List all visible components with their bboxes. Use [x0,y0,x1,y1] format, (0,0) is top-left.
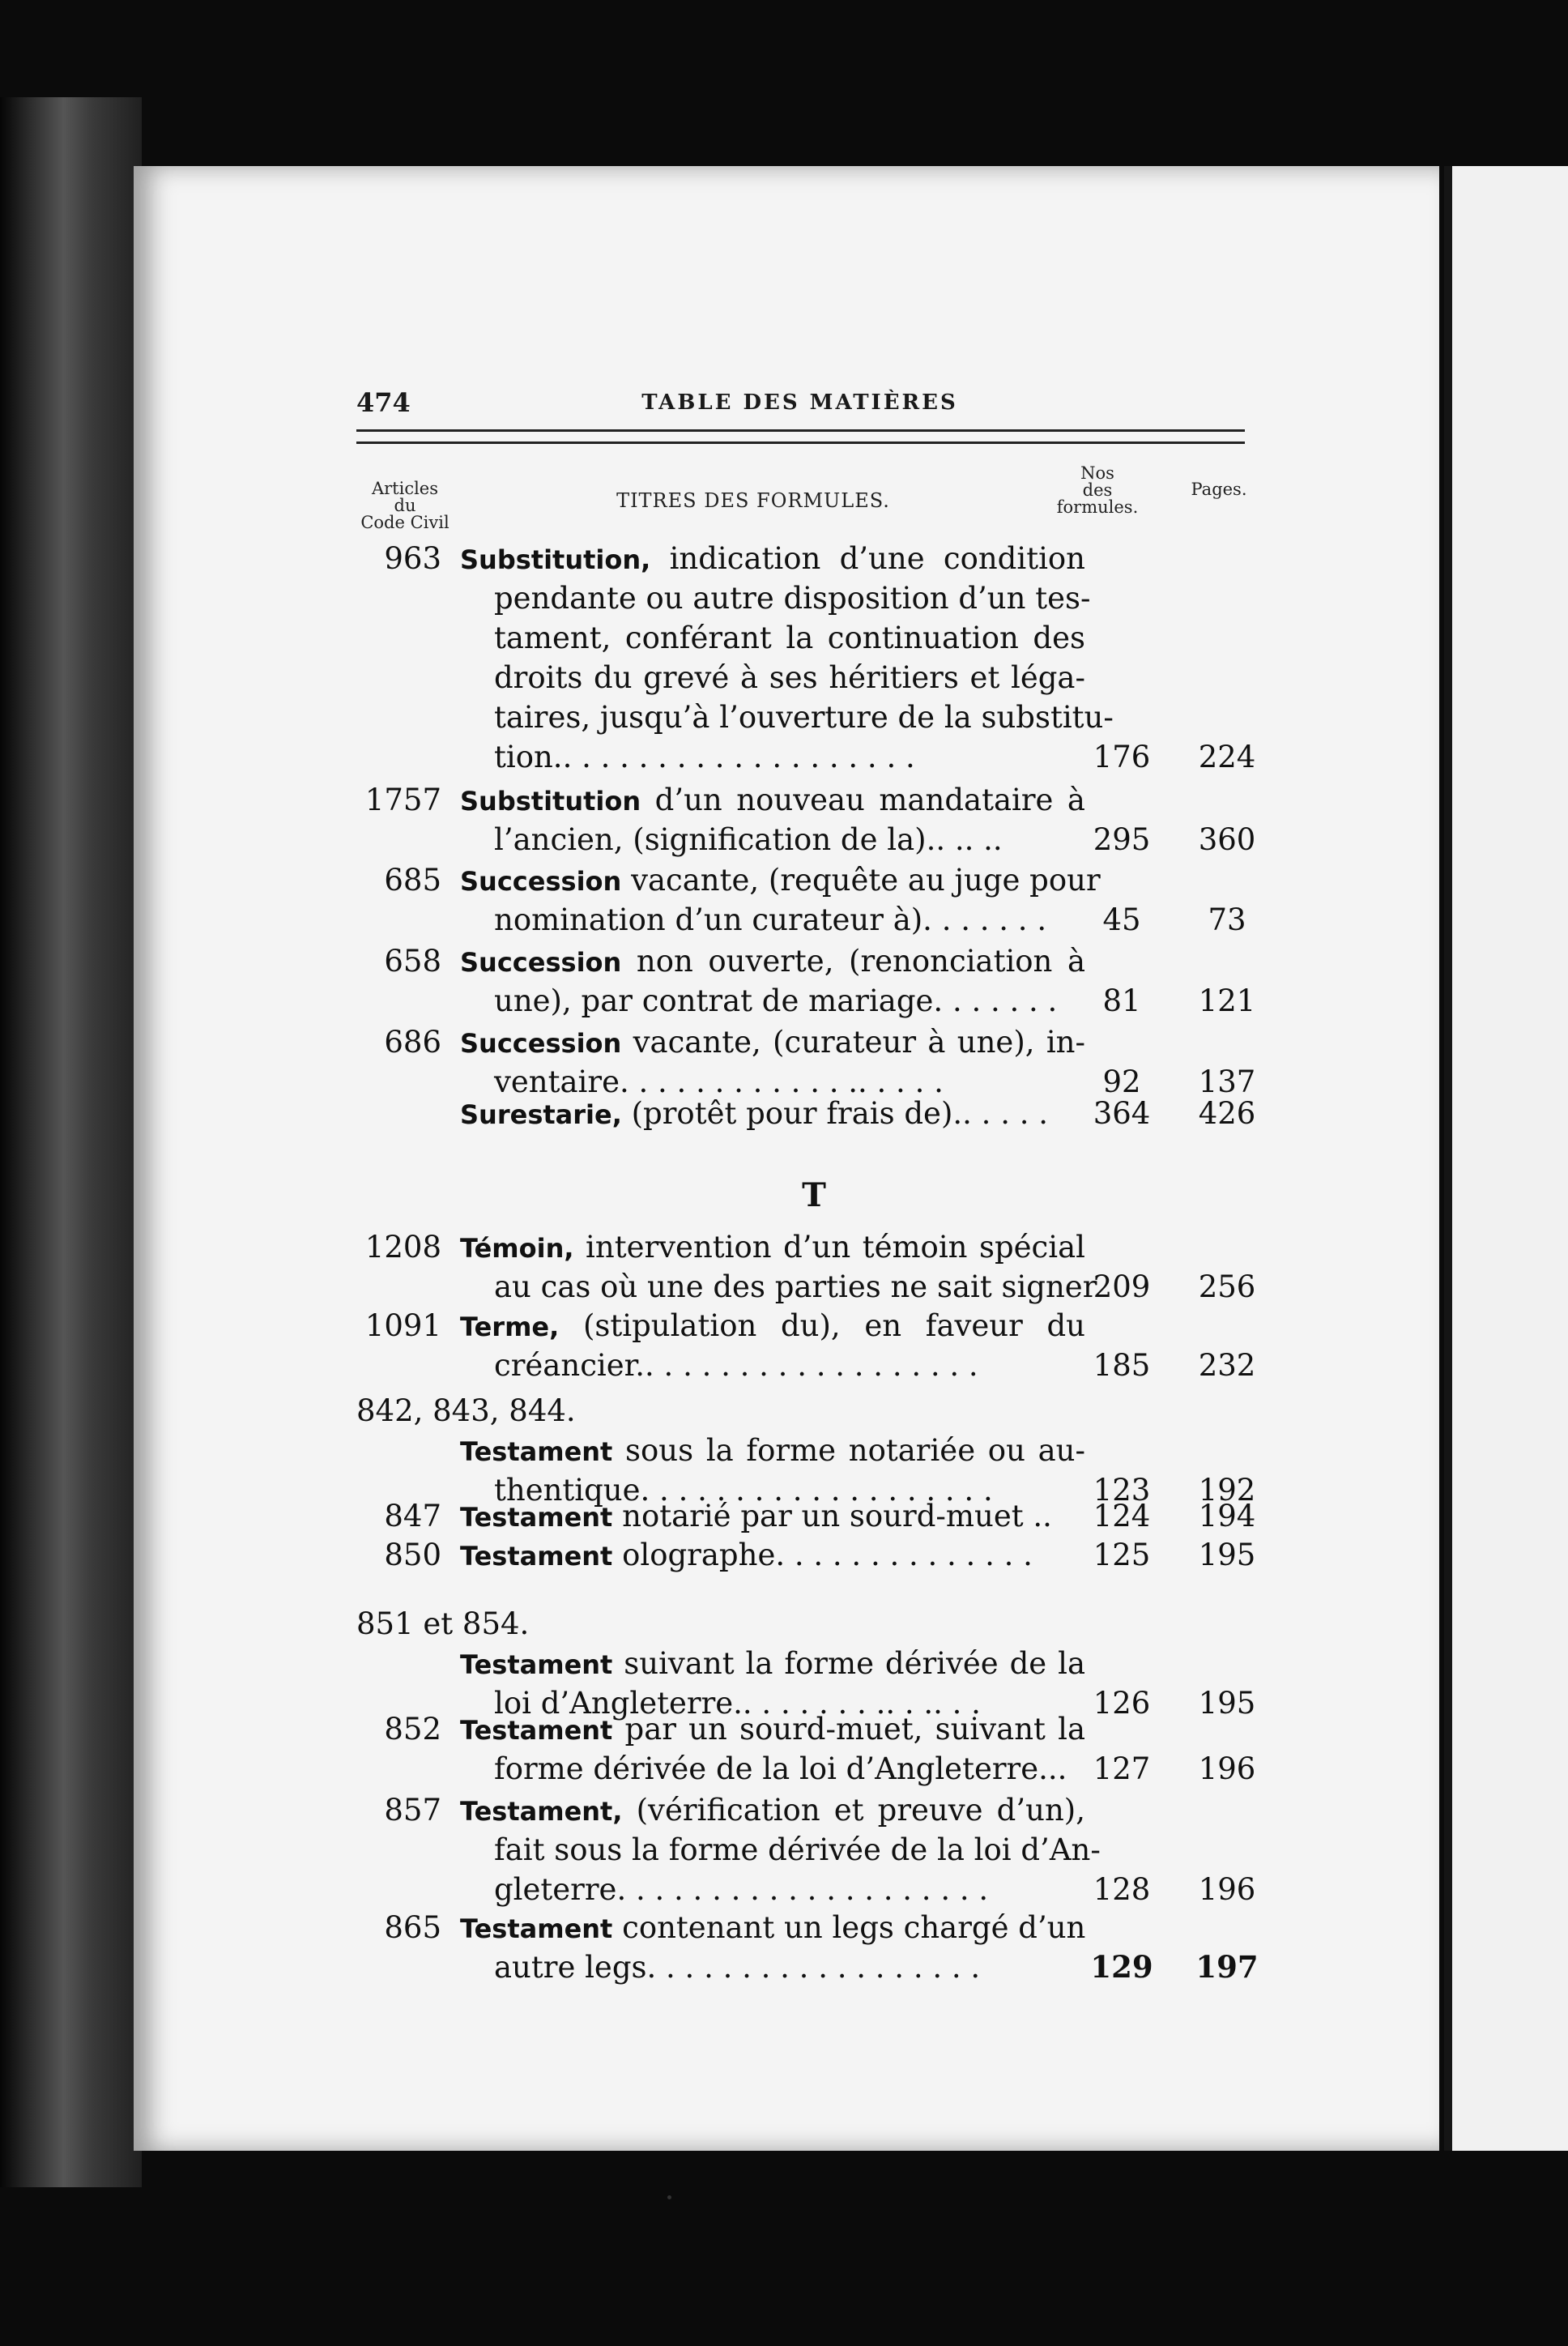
page-reference: 196 [1198,1751,1256,1786]
column-header-articles-line-1: Articles [371,479,439,498]
entry-line-text: fait sous la forme dérivée de la loi d’An- [494,1832,1101,1867]
page-reference: 197 [1195,1949,1259,1985]
column-header-pages: Pages. [1191,480,1247,499]
entry-keyword: Succession [460,1028,622,1059]
formula-number: 125 [1093,1538,1151,1572]
article-number: 685 [384,863,441,898]
entry-line-text: thentique. . . . . . . . . . . . . . . . . . . [494,1473,993,1508]
entry-e1 [348,539,1280,777]
entry-e14 [348,1790,1280,1909]
entry-text [494,658,1085,697]
entry-line [348,1267,1280,1307]
entry-keyword: Terme, [460,1312,560,1342]
entry-keyword: Surestarie, [460,1099,622,1130]
entry-line [348,1644,1280,1683]
formula-number: 185 [1093,1348,1151,1383]
page-header [356,387,1243,428]
article-reference: 842, 843, 844. [356,1393,576,1428]
entry-heading [460,1496,1085,1538]
column-header-titres: TITRES DES FORMULES. [616,489,890,512]
entry-e11 [348,1535,1280,1575]
entry-line [348,1830,1280,1870]
entry-heading [460,1227,1085,1269]
bottom-speck [667,2195,671,2199]
page-reference: 194 [1198,1499,1256,1533]
entry-heading [460,1644,1085,1685]
entry-heading [460,1709,1085,1751]
page-reference: 224 [1198,740,1256,774]
entry-heading [460,1022,1085,1064]
page-number: 474 [356,387,411,418]
entry-heading [460,780,1085,821]
entry-keyword: Testament [460,1913,613,1944]
entry-line-text: une), par contrat de mariage. . . . . . . [494,983,1058,1018]
entry-heading [460,539,1085,580]
entry-heading [460,860,1101,902]
entry-heading [460,1908,1085,1949]
entry-text [494,737,1085,777]
running-title: TABLE DES MATIÈRES [641,390,958,415]
entry-e8 [348,1306,1280,1385]
entry-text [494,1267,1097,1307]
header-double-rule [356,429,1245,444]
entry-keyword: Testament [460,1502,613,1533]
entry-keyword: Testament [460,1436,613,1467]
article-number: 1091 [364,1308,441,1343]
entry-e4 [348,941,1280,1021]
article-number: 857 [384,1793,441,1828]
entry-line [348,900,1280,940]
entry-line [348,1790,1280,1830]
entry-text [494,1870,1085,1909]
article-number: 847 [384,1499,441,1533]
page-reference: 195 [1198,1538,1256,1572]
entry-text [494,1346,1085,1385]
entry-heading [460,1306,1085,1347]
entry-line [348,658,1280,697]
entry-line-text: indication d’une condition [669,541,1086,576]
entry-line-text: gleterre. . . . . . . . . . . . . . . . . . . . [494,1872,989,1907]
entry-line-text: vacante, (curateur à une), in- [633,1025,1085,1060]
entry-line-text: tion.. . . . . . . . . . . . . . . . . . . [494,740,915,774]
entry-line [348,1094,1280,1133]
entry-line [348,1227,1280,1267]
entry-line [348,1431,1280,1470]
entry-keyword: Succession [460,947,622,978]
entry-line-text: créancier.. . . . . . . . . . . . . . . . . . [494,1348,978,1383]
entry-line-text: suivant la forme dérivée de la [624,1646,1086,1681]
entry-text [494,618,1085,658]
formula-number: 81 [1102,983,1141,1018]
article-reference: 851 et 854. [356,1606,530,1641]
column-header-articles-line-2: du [394,496,416,515]
column-header-articles-line-3: Code Civil [360,513,450,532]
entry-keyword: Testament [460,1541,613,1572]
entry-line-text: intervention d’un témoin spécial [586,1230,1086,1265]
entry-line [348,981,1280,1021]
formula-number: 126 [1093,1686,1151,1721]
formula-number: 124 [1093,1499,1151,1533]
entry-e12 [348,1604,1280,1723]
page-reference: 192 [1198,1473,1256,1508]
article-number: 658 [384,944,441,979]
column-header-nos-line-1: Nos [1080,463,1114,483]
entry-line-text: taires, jusqu’à l’ouverture de la substitu- [494,700,1114,735]
entry-line-text: (protêt pour frais de).. . . . . [631,1096,1048,1131]
entry-line [348,941,1280,981]
entry-e9 [348,1391,1280,1510]
formula-number: 127 [1093,1751,1151,1786]
page-reference: 426 [1198,1096,1256,1131]
entry-heading [460,1790,1085,1832]
entry-line-text: contenant un legs chargé d’un [622,1910,1086,1945]
entry-heading [460,1431,1085,1472]
entry-line-text: d’un nouveau mandataire à [654,783,1085,817]
entry-line [348,860,1280,900]
page-reference: 360 [1198,822,1256,857]
entry-line-text: tament, conférant la continuation des [494,621,1085,655]
entry-text [494,1830,1101,1870]
formula-number: 364 [1093,1096,1151,1131]
entry-e6 [348,1094,1280,1133]
entry-text [494,1749,1085,1789]
article-number: 963 [384,541,441,576]
column-header-nos-line-3: formules. [1056,497,1139,517]
entry-line [348,1022,1280,1062]
entry-text [494,697,1114,737]
column-header-articles [348,480,462,531]
entry-text [494,981,1085,1021]
entry-line [348,737,1280,777]
facing-page-edge [1444,166,1568,2151]
entry-line-text: au cas où une des parties ne sait signer [494,1269,1097,1304]
entry-line-text: non ouverte, (renonciation à [636,944,1085,979]
entry-e13 [348,1709,1280,1789]
entry-line [348,1346,1280,1385]
formula-number: 92 [1102,1064,1141,1099]
article-number: 1208 [364,1230,441,1265]
page-reference: 232 [1198,1348,1256,1383]
formula-number: 128 [1093,1872,1151,1907]
entry-e5 [348,1022,1280,1102]
entry-line-text: olographe. . . . . . . . . . . . . . [622,1538,1033,1572]
entry-line-text: (vérification et preuve d’un), [636,1793,1085,1828]
entry-heading [460,1535,1085,1576]
page-reference: 196 [1198,1872,1256,1907]
page-reference: 137 [1198,1064,1256,1099]
formula-number: 295 [1093,822,1151,857]
formula-number: 45 [1102,902,1141,937]
entry-keyword: Testament [460,1715,613,1746]
entry-line [348,1709,1280,1749]
page-reference: 121 [1198,983,1256,1018]
article-number: 865 [384,1910,441,1945]
entry-text [494,1947,1085,1987]
article-number: 852 [384,1712,441,1747]
entry-line [348,1306,1280,1346]
entry-line [348,1496,1280,1536]
entry-line [348,820,1280,859]
entry-e15 [348,1908,1280,1987]
article-number: 1757 [364,783,441,817]
entry-heading [460,1094,1085,1135]
entry-line-text: vacante, (requête au juge pour [631,863,1101,898]
entry-line-text: sous la forme notariée ou au- [625,1433,1085,1468]
article-number: 850 [384,1538,441,1572]
entry-line [348,1870,1280,1909]
entry-line [348,618,1280,658]
article-number: 686 [384,1025,441,1060]
entry-text [494,578,1091,618]
entry-line-text: forme dérivée de la loi d’Angleterre... [494,1751,1067,1786]
column-header-nos [1053,465,1142,516]
section-letter: T [802,1176,826,1214]
entry-line-text: loi d’Angleterre.. . . . . . . .. . .. . . [494,1686,981,1721]
entry-keyword: Testament, [460,1796,623,1827]
page-reference: 195 [1198,1686,1256,1721]
entry-heading [460,941,1085,983]
book-edge [0,97,142,2187]
entry-e3 [348,860,1280,940]
entry-keyword: Testament [460,1649,613,1680]
entry-keyword: Témoin, [460,1233,574,1264]
entry-line [348,1947,1280,1987]
column-header-nos-line-2: des [1082,480,1113,500]
entry-line-text: droits du grevé à ses héritiers et léga- [494,660,1085,695]
formula-number: 123 [1093,1473,1151,1508]
entry-line [348,1908,1280,1947]
entry-keyword: Succession [460,866,622,897]
entry-line [348,780,1280,820]
entry-line-text: notarié par un sourd-muet .. [622,1499,1052,1533]
entry-keyword: Substitution [460,786,641,817]
entry-line [348,1749,1280,1789]
entry-e7 [348,1227,1280,1307]
entry-line [348,539,1280,578]
entry-line-text: ventaire. . . . . . . . . . . . .. . . . . [494,1064,944,1099]
formula-number: 209 [1093,1269,1151,1304]
entry-e2 [348,780,1280,859]
entry-e10 [348,1496,1280,1536]
formula-number: 129 [1090,1949,1153,1985]
entry-line [348,578,1280,618]
page-reference: 73 [1208,902,1246,937]
page-reference: 256 [1198,1269,1256,1304]
entry-line-text: pendante ou autre disposition d’un tes- [494,581,1091,616]
entry-line-text: autre legs. . . . . . . . . . . . . . . . . . [494,1950,981,1985]
entry-keyword: Substitution, [460,544,651,575]
entry-line [348,1535,1280,1575]
entry-text [494,820,1085,859]
entry-line [348,697,1280,737]
entry-line-text: nomination d’un curateur à). . . . . . . [494,902,1047,937]
entry-line-text: l’ancien, (signification de la).. .. .. [494,822,1003,857]
entry-line-text: par un sourd-muet, suivant la [624,1712,1086,1747]
entry-line-text: (stipulation du), en faveur du [582,1308,1086,1343]
formula-number: 176 [1093,740,1151,774]
entry-text [494,900,1085,940]
